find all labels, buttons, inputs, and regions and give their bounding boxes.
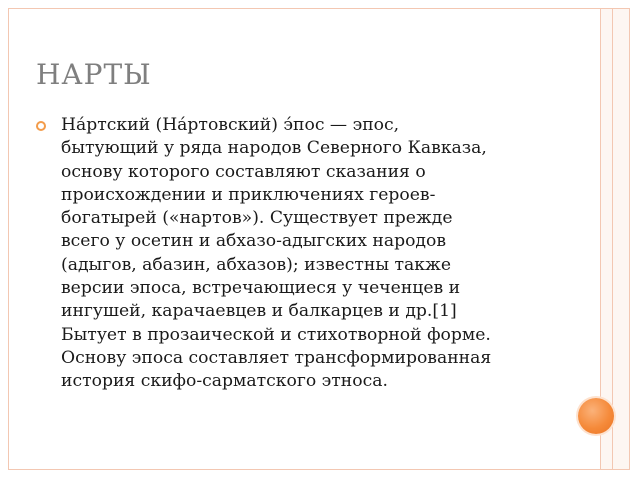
body-line: Бытует в прозаической и стихотворной форме.: [61, 324, 491, 345]
body-line: (адыгов, абазин, абхазов); известны также: [61, 254, 452, 275]
bullet-text: [61, 114, 576, 394]
body-line: всего у осетин и абхазо-адыгских народов: [61, 231, 447, 252]
body-line: основу которого составляют сказания о: [61, 161, 426, 182]
orange-circle-icon: [578, 398, 614, 434]
slide-title: НАРТЫ: [36, 58, 152, 91]
body-line: происхождении и приключениях героев-: [61, 184, 436, 205]
side-divider: [612, 9, 613, 469]
body-line: версии эпоса, встречающиеся у чеченцев и: [61, 278, 461, 299]
body-line: бытующий у ряда народов Северного Кавказа,: [61, 138, 487, 159]
body-line: Основу эпоса составляет трансформированная: [61, 347, 492, 368]
body-line: ингушей, карачаевцев и балкарцев и др.[1]: [61, 301, 457, 322]
body-line: история скифо-сарматского этноса.: [61, 371, 388, 392]
body-line: На́ртский (На́ртовский) э́пос — эпос,: [61, 115, 400, 135]
circle-bullet-icon: [36, 121, 46, 131]
body-line: богатырей («нартов»). Существует прежде: [61, 208, 453, 229]
